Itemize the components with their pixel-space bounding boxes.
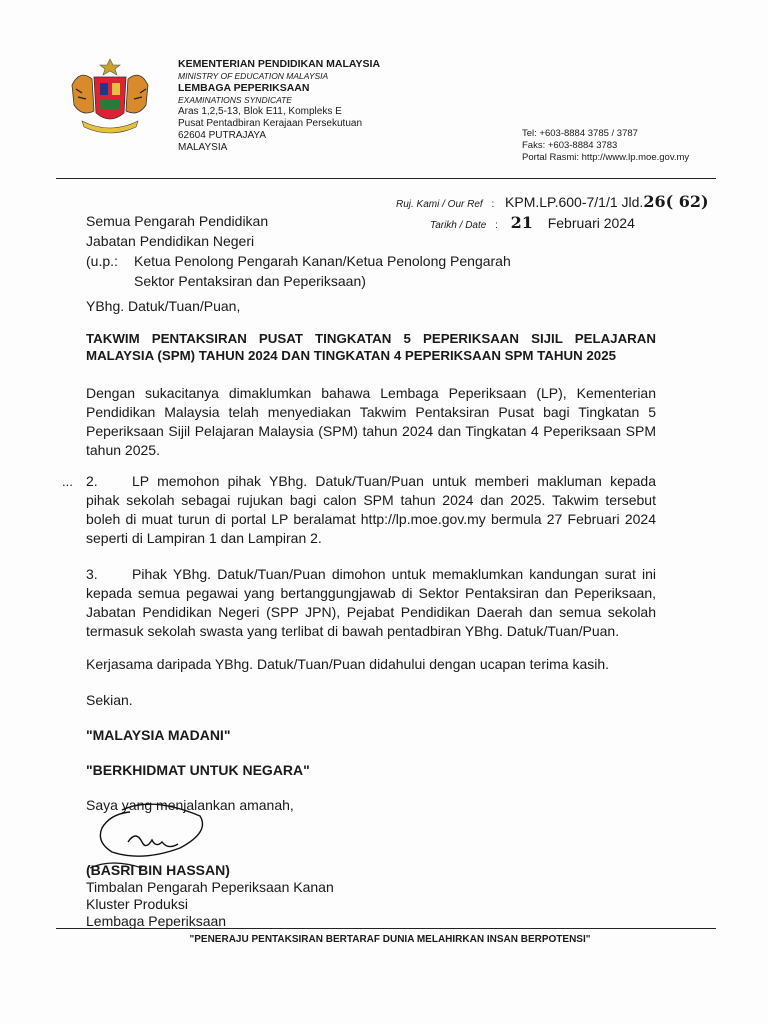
header-divider — [56, 178, 716, 179]
paragraph-4: Kerjasama daripada YBhg. Datuk/Tuan/Puan didahului dengan ucapan terima kasih. — [86, 656, 610, 672]
motto-berkhidmat: "BERKHIDMAT UNTUK NEGARA" — [86, 762, 310, 778]
recipient-line: Jabatan Pendidikan Negeri — [86, 233, 255, 249]
paragraph-1: Dengan sukacitanya dimaklumkan bahawa Lembaga Peperiksaan (LP), Kementerian Pendidikan Malaysia telah menyediakan Takwim Pentaksiran Pusat bagi Tingkatan 5 Peperiksaan Sijil Pelajaran Malaysia (SPM) tahun 2024 dan Tingkatan 4 Peperiksaan SPM tahun 2025. — [86, 385, 656, 458]
malaysia-coat-of-arms-icon — [60, 55, 160, 140]
up-label: (u.p.: — [86, 253, 118, 269]
footer-divider — [56, 928, 716, 929]
recipient — [86, 211, 511, 291]
date-value: Februari 2024 — [547, 215, 635, 231]
up-line: Ketua Penolong Pengarah Kanan/Ketua Penolong Pengarah — [134, 253, 511, 269]
closing-amanah: Saya yang menjalankan amanah, — [86, 797, 294, 813]
reference-sep: : — [491, 199, 495, 210]
reference-handwritten: 26( 62) — [643, 192, 709, 211]
closing-sekian: Sekian. — [86, 692, 133, 708]
signer-org: Lembaga Peperiksaan — [86, 913, 227, 929]
signer-position: Timbalan Pengarah Peperiksaan Kanan — [86, 879, 334, 895]
ministry-name: KEMENTERIAN PENDIDIKAN MALAYSIA — [178, 58, 381, 70]
date-day-handwritten: 21 — [510, 213, 533, 232]
signer-details — [86, 879, 334, 930]
board-name-en: EXAMINATIONS SYNDICATE — [178, 95, 292, 105]
address-line: 62604 PUTRAJAYA — [178, 130, 267, 141]
date-sep: : — [495, 220, 498, 231]
contact-info — [522, 128, 689, 164]
address-line: MALAYSIA — [178, 142, 228, 153]
board-name: LEMBAGA PEPERIKSAAN — [178, 82, 310, 94]
letterhead — [178, 58, 380, 154]
paragraph-text: Pihak YBhg. Datuk/Tuan/Puan dimohon untuk memaklumkan kandungan surat ini kepada semua pegawai yang bertanggungjawab di Sektor Pentaksiran dan Peperiksaan, Jabatan Pendidikan Negeri (SPP JPN), Pejabat Pendidikan Daerah dan semua sekolah termasuk sekolah swasta yang terlibat di bawah pentadbiran YBhg. Datuk/Tuan/Puan. — [86, 566, 656, 639]
ministry-name-en: MINISTRY OF EDUCATION MALAYSIA — [178, 71, 329, 81]
margin-dots: ... — [62, 474, 73, 489]
paragraph-number: 3. — [86, 566, 98, 582]
address-line: Aras 1,2,5-13, Blok E11, Kompleks E — [178, 106, 342, 117]
phone: Tel: +603-8884 3785 / 3787 — [522, 128, 638, 139]
footer-slogan: "PENERAJU PENTAKSIRAN BERTARAF DUNIA MELAHIRKAN INSAN BERPOTENSI" — [189, 934, 591, 945]
up-line: Sektor Pentaksiran dan Peperiksaan) — [134, 273, 366, 289]
paragraph-number: 2. — [86, 473, 98, 489]
address-line: Pusat Pentadbiran Kerajaan Persekutuan — [178, 118, 363, 129]
recipient-line: Semua Pengarah Pendidikan — [86, 213, 269, 229]
reference-value: KPM.LP.600-7/1/1 Jld. — [505, 194, 644, 210]
date-label: Tarikh / Date — [430, 220, 487, 231]
signer-unit: Kluster Produksi — [86, 896, 188, 912]
portal: Portal Rasmi: http://www.lp.moe.gov.my — [522, 152, 690, 163]
reference-label: Ruj. Kami / Our Ref — [396, 199, 483, 210]
paragraph-2 — [86, 472, 656, 548]
motto-madani: "MALAYSIA MADANI" — [86, 727, 231, 743]
fax: Faks: +603-8884 3783 — [522, 140, 618, 151]
letter-title: TAKWIM PENTAKSIRAN PUSAT TINGKATAN 5 PEPERIKSAAN SIJIL PELAJARAN MALAYSIA (SPM) TAHUN 2024 DAN TINGKATAN 4 PEPERIKSAAN SPM TAHUN 2025 — [86, 331, 656, 363]
salutation: YBhg. Datuk/Tuan/Puan, — [86, 298, 241, 314]
paragraph-text: LP memohon pihak YBhg. Datuk/Tuan/Puan untuk memberi makluman kepada pihak sekolah sebagai rujukan bagi calon SPM tahun 2024 dan 2025. Takwim tersebut boleh di muat turun di portal LP beralamat http://lp.moe.gov.my bermula 27 Februari 2024 seperti di Lampiran 1 dan Lampiran 2. — [86, 473, 656, 546]
reference — [396, 192, 709, 211]
paragraph-3 — [86, 565, 656, 641]
signer-name: (BASRI BIN HASSAN) — [86, 862, 230, 878]
